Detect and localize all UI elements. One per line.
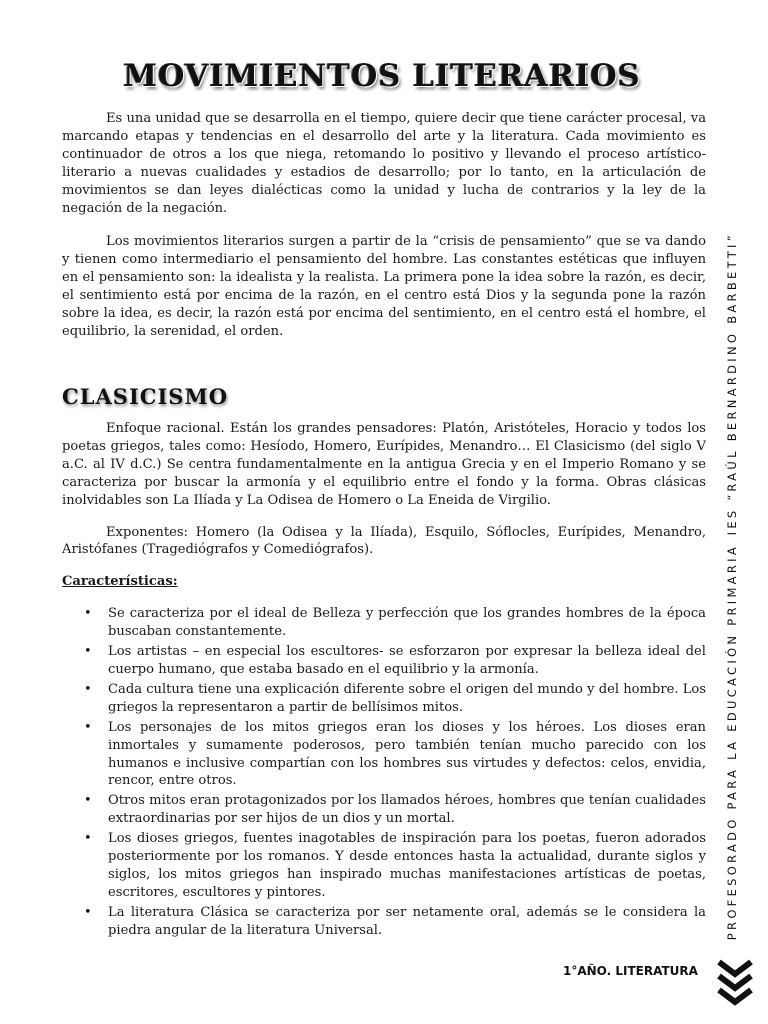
list-item (62, 605, 706, 641)
list-item (62, 904, 706, 940)
bullet-icon: • (84, 606, 92, 622)
characteristics-list (62, 605, 706, 939)
list-item (62, 681, 706, 717)
bullet-icon: • (84, 719, 92, 735)
section-title: CLASICISMO (62, 384, 229, 409)
characteristics-heading: Características: (62, 574, 178, 590)
side-margin (723, 100, 747, 940)
list-item (62, 643, 706, 679)
footer-label: 1°AÑO. LITERATURA (563, 964, 698, 978)
bullet-icon: • (84, 681, 92, 697)
page-title: MOVIMIENTOS LITERARIOS (123, 58, 641, 94)
list-item-text: La literatura Clásica se caracteriza por ser netamente oral, además se le considera la piedra angular de la literatura Universal. (108, 904, 706, 938)
list-item (62, 792, 706, 828)
intro-paragraph-1: Es una unidad que se desarrolla en el tiempo, quiere decir que tiene carácter procesal, va marcando etapas y tendencias en el desarrollo del arte y la literatura. Cada movimiento es continuador de otros a los que niega, retomando lo positivo y llevando el proceso artístico-literario a nuevas cualidades y estadios de desarrollo; por lo tanto, en la articulación de movimientos se dan leyes dialécticas como la unidad y lucha de contrarios y la ley de la negación de la negación. (62, 111, 706, 216)
triple-chevron-down-icon (716, 958, 754, 1012)
list-item-text: Los dioses griegos, fuentes inagotables de inspiración para los poetas, fueron adorados posteriormente por los romanos. Y desde entonces hasta la actualidad, durante siglos y siglos, los mitos griegos han inspirado muchas manifestaciones artísticas de poetas, escritores, escultores y pintores. (108, 831, 706, 900)
clasicismo-section (62, 420, 706, 942)
list-item-text: Otros mitos eran protagonizados por los llamados héroes, hombres que tenían cualidades extraordinarias por ser hijos de un dios y un mortal. (108, 793, 706, 827)
list-item (62, 719, 706, 791)
list-item-text: Los personajes de los mitos griegos eran los dioses y los héroes. Los dioses eran inmortales y sumamente poderosos, pero también tenían mucho parecido con los humanos e inclusive compartían con los hombres sus virtudes y defectos: celos, envidia, rencor, entre otros. (108, 719, 706, 789)
section-paragraph-1: Enfoque racional. Están los grandes pensadores: Platón, Aristóteles, Horacio y todos los poetas griegos, tales como: Hesíodo, Homero, Eurípides, Menandro… El Clasicismo (del siglo V a.C. al IV d.C.) Se centra fundamentalmente en la antigua Grecia y en el Imperio Romano y se caracteriza por buscar la armonía y el equilibrio entre el fondo y la forma. Obras clásicas inolvidables son La Ilíada y La Odisea de Homero o La Eneida de Virgilio. (62, 421, 706, 508)
bullet-icon: • (84, 644, 92, 660)
institution-name: IES “RAÚL BERNARDINO BARBETTI” (725, 231, 739, 535)
section-paragraph-2: Exponentes: Homero (la Odisea y la Ilíada), Esquilo, Sóflocles, Eurípides, Menandro, Aristófanes (Tragediógrafos y Comediógrafos). (62, 524, 706, 558)
intro-paragraph-2: Los movimientos literarios surgen a partir de la “crisis de pensamiento” que se va dando y tienen como intermediario el pensamiento del hombre. Las constantes estéticas que influyen en el pensamiento son: la idealista y la realista. La primera pone la idea sobre la razón, es decir, el sentimiento está por encima de la razón, en el centro está Dios y la segunda pone la razón sobre la idea, es decir, la razón está por encima del sentimiento, en el centro está el hombre, el equilibrio, la serenidad, el orden. (62, 234, 706, 339)
bullet-icon: • (84, 831, 92, 847)
bullet-icon: • (84, 904, 92, 920)
intro-section (62, 110, 706, 341)
list-item-text: Los artistas – en especial los escultores- se esforzaron por expresar la belleza ideal del cuerpo humano, que estaba basado en el equilibrio y la armonía. (108, 644, 706, 677)
list-item-text: Se caracteriza por el ideal de Belleza y perfección que los grandes hombres de la época buscaban constantemente. (108, 606, 706, 640)
bullet-icon: • (84, 793, 92, 809)
list-item (62, 830, 706, 902)
program-name: PROFESORADO PARA LA EDUCACIÓN PRIMARIA (725, 543, 739, 940)
list-item-text: Cada cultura tiene una explicación diferente sobre el origen del mundo y del hombre. Los griegos la representaron a partir de bellísimos mitos. (108, 681, 706, 715)
